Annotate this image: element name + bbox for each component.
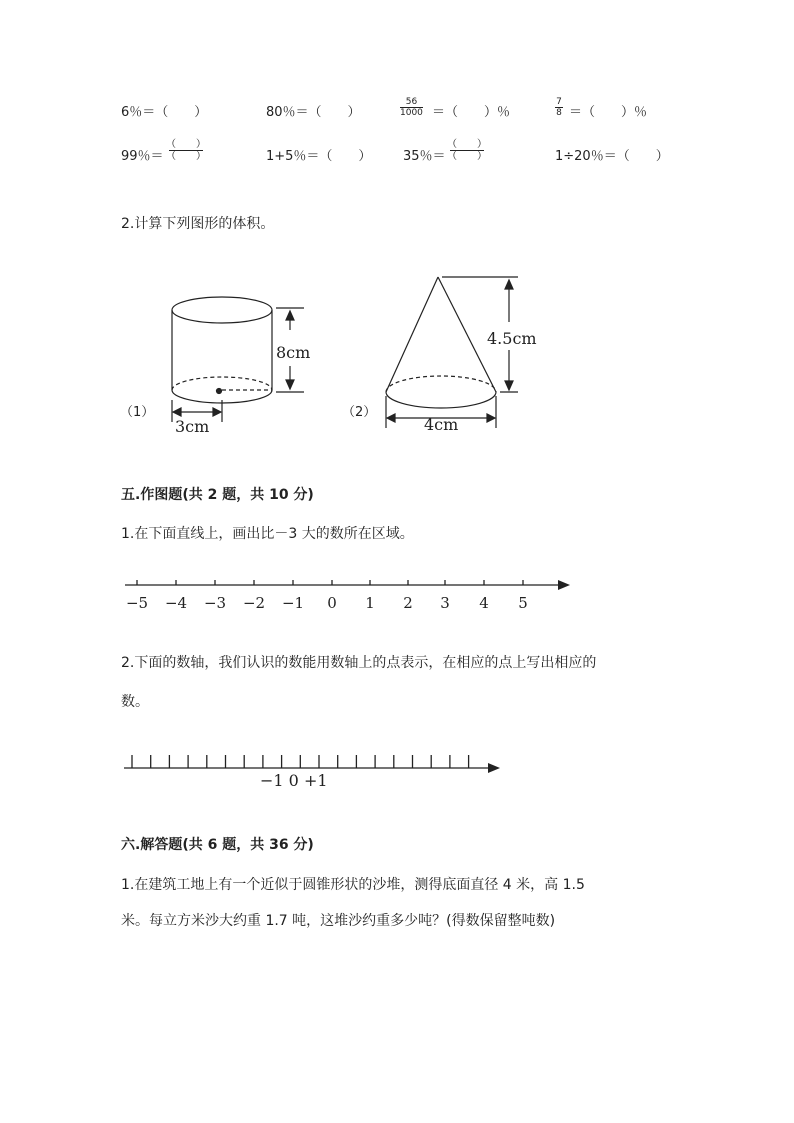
- fraction-blank-99: [166, 139, 206, 162]
- blank-6-percent: 6％＝（ ）: [121, 105, 208, 120]
- arrowhead-left: [387, 414, 395, 422]
- fraction-numerator: （ ）: [447, 139, 487, 150]
- question-2-volume: 2.计算下列图形的体积。: [121, 216, 275, 232]
- cone-diameter-label: 4cm: [424, 415, 459, 434]
- number-line-1-arrowhead: [558, 580, 570, 590]
- number-line-1-tick-label: −3: [203, 594, 227, 612]
- section-5-question-2-line-1: 2.下面的数轴，我们认识的数能用数轴上的点表示，在相应的点上写出相应的: [121, 655, 597, 671]
- cone-base-front: [386, 392, 496, 408]
- fraction-denominator: 1000: [400, 108, 423, 118]
- number-line-1-tick-label: 5: [518, 594, 528, 612]
- number-line-1-tick-label: 0: [327, 594, 337, 612]
- number-line-2-arrowhead: [488, 763, 500, 773]
- number-line-1-tick-label: −1: [281, 594, 305, 612]
- arrowhead-right: [487, 414, 495, 422]
- arrowhead-down: [286, 380, 294, 389]
- number-line-1-tick-label: −2: [242, 594, 266, 612]
- section-5-question-1: 1.在下面直线上，画出比－3 大的数所在区域。: [121, 526, 414, 542]
- fraction-numerator: 7: [556, 97, 562, 107]
- cylinder-radius-label: 3cm: [175, 417, 210, 436]
- figure-2-label: （2）: [342, 405, 377, 420]
- cylinder-height-label: 8cm: [276, 343, 311, 362]
- blank-99-percent: 99％＝: [121, 149, 164, 164]
- blank-7-8-percent: ＝（ ）％: [569, 105, 648, 120]
- arrowhead-up: [286, 311, 294, 320]
- number-line-1-tick-label: −4: [164, 594, 188, 612]
- number-line-1-tick-label: 4: [479, 594, 489, 612]
- fraction-denominator: （ ）: [166, 151, 206, 162]
- blank-35-percent: 35％＝: [403, 149, 446, 164]
- fraction-56-1000: [400, 97, 423, 118]
- blank-1-div-20-percent: 1÷20％＝（ ）: [555, 149, 669, 164]
- number-line-2-label: −1 0 +1: [260, 771, 328, 790]
- number-line-1-tick-label: 3: [440, 594, 450, 612]
- volume-figures: [0, 260, 794, 440]
- arrowhead-left: [173, 408, 181, 416]
- cone-height-label: 4.5cm: [487, 329, 537, 348]
- number-line-1: [100, 570, 590, 620]
- fraction-denominator: 8: [556, 108, 562, 118]
- cone-base-back: [386, 376, 496, 392]
- cone-left-side: [386, 277, 438, 392]
- cylinder-top-ellipse: [172, 297, 272, 323]
- fraction-numerator: （ ）: [166, 139, 206, 150]
- section-6-heading: 六.解答题(共 6 题，共 36 分): [121, 837, 314, 853]
- fraction-blank-35: [447, 139, 487, 162]
- blank-1-plus-5-percent: 1+5％＝（ ）: [266, 149, 372, 164]
- section-6-question-1-line-2: 米。每立方米沙大约重 1.7 吨，这堆沙约重多少吨？(得数保留整吨数): [121, 913, 556, 929]
- fraction-7-8: [555, 97, 563, 118]
- cylinder-bottom-back: [172, 377, 272, 390]
- number-line-2: [110, 748, 510, 793]
- arrowhead-down: [505, 381, 513, 390]
- arrowhead-right: [213, 408, 221, 416]
- number-line-1-tick-label: −5: [125, 594, 149, 612]
- section-6-question-1-line-1: 1.在建筑工地上有一个近似于圆锥形状的沙堆，测得底面直径 4 米，高 1.5: [121, 877, 585, 893]
- fraction-denominator: （ ）: [447, 151, 487, 162]
- number-line-1-tick-label: 2: [403, 594, 413, 612]
- fraction-numerator: 56: [405, 97, 418, 107]
- cylinder-center-dot: [217, 389, 222, 394]
- blank-80-percent: 80％＝（ ）: [266, 105, 361, 120]
- section-5-heading: 五.作图题(共 2 题，共 10 分): [121, 487, 314, 503]
- blank-56-1000-percent: ＝（ ）％: [432, 105, 511, 120]
- section-5-question-2-line-2: 数。: [121, 694, 149, 710]
- number-line-1-tick-label: 1: [365, 594, 375, 612]
- arrowhead-up: [505, 280, 513, 289]
- cone-figure: [386, 277, 518, 428]
- figure-1-label: （1）: [120, 405, 155, 420]
